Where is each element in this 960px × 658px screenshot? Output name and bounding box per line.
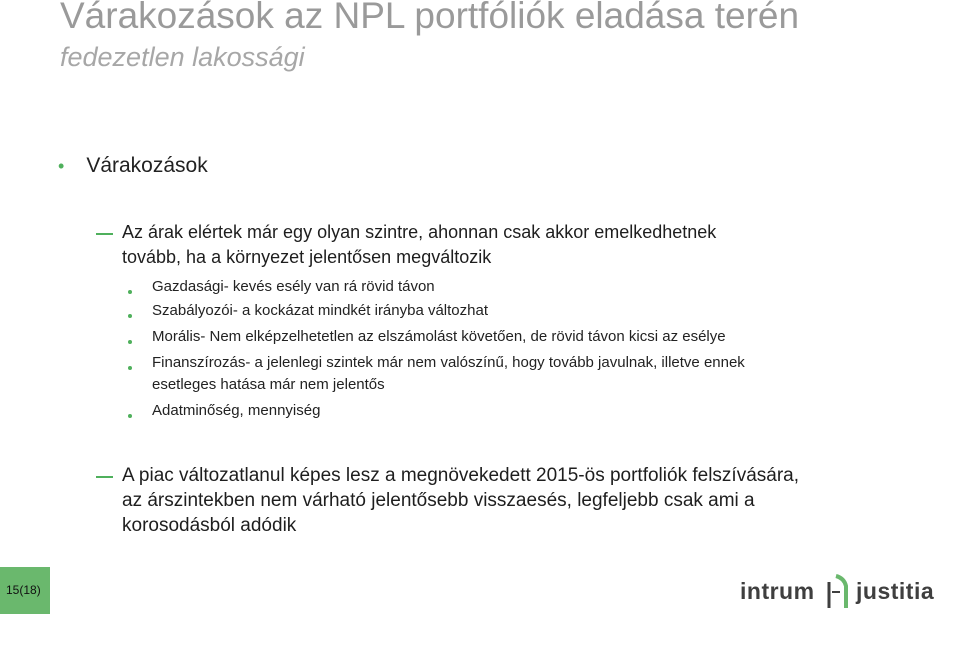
slide-subtitle: fedezetlen lakossági: [60, 42, 305, 72]
sub-bullet-item: Finanszírozás- a jelenlegi szintek már nem valószínű, hogy tovább javulnak, illetve ennek: [152, 354, 745, 371]
paragraph-line: A piac változatlanul képes lesz a megnövekedett 2015-ös portfoliók felszívására,: [122, 465, 799, 486]
sub-bullet-item: Morális- Nem elképzelhetetlen az elszámolást követően, de rövid távon kicsi az esélye: [152, 328, 726, 345]
bullet-dot-icon: [128, 414, 132, 418]
bullet-dot-icon: [128, 314, 132, 318]
logo-mark-icon: [826, 572, 852, 612]
sub-bullet-item: Gazdasági- kevés esély van rá rövid távon: [152, 278, 435, 295]
logo-word-left: intrum: [740, 578, 815, 604]
bullet-dot-icon: [128, 366, 132, 370]
dash-marker: [96, 476, 113, 478]
paragraph-line: az árszintekben nem várható jelentősebb visszaesés, legfeljebb csak ami a: [122, 490, 755, 511]
page-number: 15(18): [6, 583, 41, 597]
paragraph-line: korosodásból adódik: [122, 515, 297, 536]
level1-label: Várakozások: [86, 154, 208, 177]
sub-bullet-continuation: esetleges hatása már nem jelentős: [152, 376, 385, 393]
bullet-dot-icon: [128, 290, 132, 294]
bullet-icon: •: [58, 156, 65, 176]
paragraph-line: Az árak elértek már egy olyan szintre, ahonnan csak akkor emelkedhetnek: [122, 222, 717, 242]
company-logo: [738, 572, 938, 612]
slide-title: Várakozások az NPL portfóliók eladása terén: [60, 0, 800, 36]
sub-bullet-item: Szabályozói- a kockázat mindkét irányba változhat: [152, 302, 489, 319]
paragraph-line: tovább, ha a környezet jelentősen megváltozik: [122, 247, 492, 267]
bullet-dot-icon: [128, 340, 132, 344]
dash-marker: [96, 233, 113, 235]
logo-word-right: justitia: [856, 578, 935, 604]
level1-item: [58, 154, 208, 178]
paragraph-2: [122, 463, 799, 538]
sub-bullet-item: Adatminőség, mennyiség: [152, 402, 321, 419]
paragraph-1: [122, 220, 716, 270]
